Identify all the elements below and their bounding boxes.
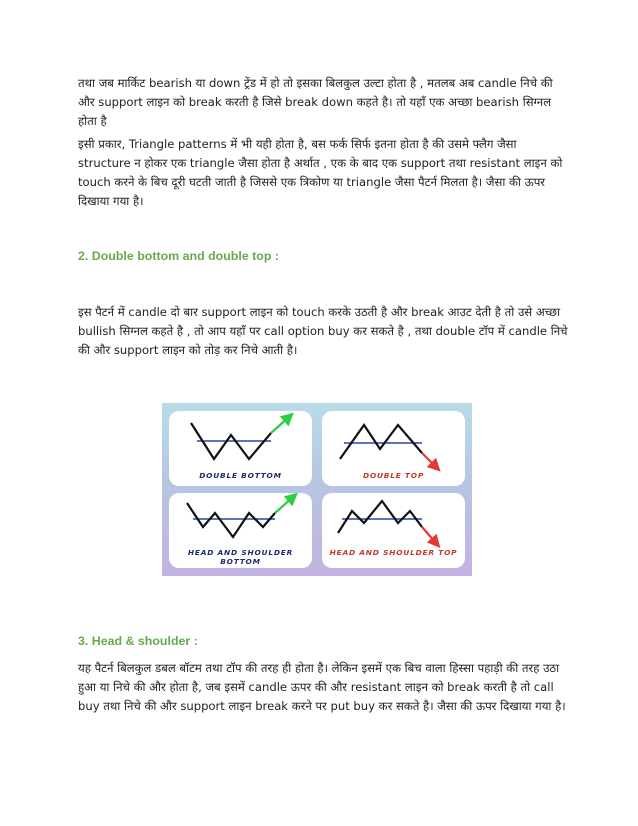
panel-head-shoulder-top [322, 493, 465, 568]
chart-patterns-figure [162, 403, 472, 576]
paragraph-triangle-patterns: इसी प्रकार, Triangle patterns में भी यही होता है, बस फर्क सिर्फ इतना होता है की उसमे फ्लैग जैसा structure न होकर एक triangle जैसा होता है अर्थात , एक के बाद एक support तथा resistant लाइन को touch करने के बिच दूरी घटती जाती है जिससे एक त्रिकोण या triangle जैसा पैटर्न मिलता है। जैसा की ऊपर दिखाया गया है। [78, 137, 563, 208]
down-arrow-icon [422, 453, 436, 467]
caption-double-bottom: DOUBLE BOTTOM [199, 471, 282, 480]
caption-double-top: DOUBLE TOP [362, 471, 425, 480]
up-arrow-icon [275, 497, 293, 513]
price-path [340, 425, 422, 459]
up-arrow-icon [271, 417, 289, 433]
paragraph-double-bottom-explanation: इस पैटर्न में candle दो बार support लाइन को touch करके उठती है और break आउट देती है तो उसे अच्छा bullish सिग्नल कहते है , तो आप यहाँ पर call option buy कर सकते है , तथा double टॉप में candle निचे की और support लाइन को तोड़ कर निचे आती है। [78, 305, 568, 357]
caption-head-shoulder-bottom: HEAD AND SHOULDER BOTTOM [187, 548, 294, 566]
caption-head-shoulder-top: HEAD AND SHOULDER TOP [329, 548, 458, 557]
price-path [187, 503, 275, 537]
panel-double-bottom [169, 411, 312, 486]
paragraph-bearish-breakdown: तथा जब मार्किट bearish या down ट्रेंड में हो तो इसका बिलकुल उल्टा होता है , मतलब अब candle निचे की और support लाइन को break करती है जिसे break down कहते है। तो यहाँ एक अच्छा bearish सिग्नल होता है [78, 76, 553, 128]
panel-head-shoulder-bottom [169, 493, 312, 568]
paragraph-head-shoulder-explanation: यह पैटर्न बिलकुल डबल बॉटम तथा टॉप की तरह ही होता है। लेकिन इसमें एक बिच वाला हिस्सा पहाड़ी की तरह उठा हुआ या निचे की और होता है, जब इसमें candle ऊपर की और resistant लाइन को break करती है तो call buy तथा निचे की और support लाइन break करने पर put buy कर सकते है। जैसा की ऊपर दिखाया गया है। [78, 661, 566, 713]
price-path [338, 501, 422, 533]
down-arrow-icon [422, 527, 436, 543]
heading-double-bottom-top: 2. Double bottom and double top : [78, 249, 279, 263]
panel-double-top [322, 411, 465, 486]
heading-head-shoulder: 3. Head & shoulder : [78, 634, 198, 648]
